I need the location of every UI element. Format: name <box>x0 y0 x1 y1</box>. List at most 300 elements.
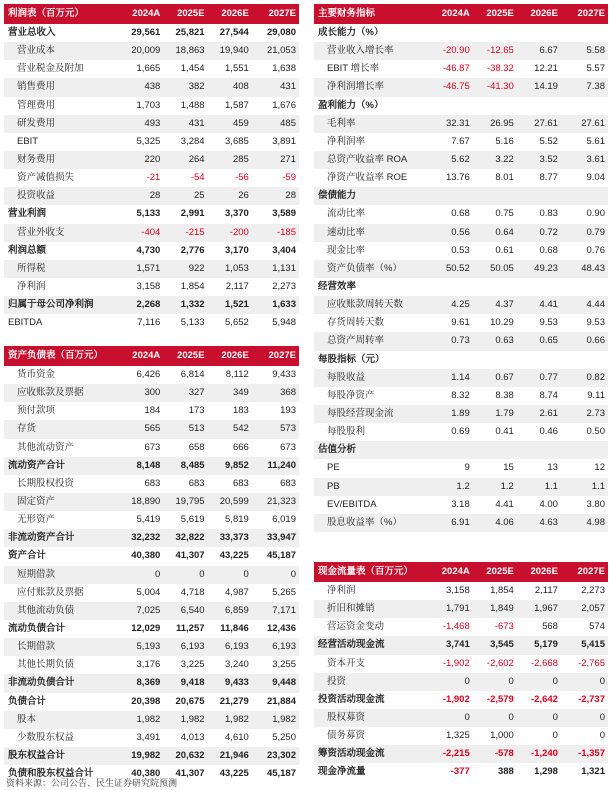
cell-value: 0.72 <box>517 224 561 242</box>
table-row <box>314 151 608 169</box>
row-label: 非流动负债合计 <box>4 674 119 692</box>
row-label: 总资产收益率 ROA <box>314 151 429 169</box>
table-row <box>314 655 608 673</box>
table-row <box>314 709 608 727</box>
row-label: 少数股东权益 <box>17 731 75 743</box>
year-header: 2026E <box>208 346 252 366</box>
cell-value: 41,307 <box>175 768 205 780</box>
cell-value: 3.80 <box>586 498 605 510</box>
cell-value: 408 <box>208 78 252 96</box>
cell-value: 3,741 <box>429 636 473 654</box>
income-statement-table <box>4 4 299 332</box>
cell-value: 26 <box>208 187 252 205</box>
cell-value: 0 <box>252 566 299 584</box>
row-label: 经营效率 <box>318 281 357 293</box>
table-row <box>314 691 608 709</box>
cell-value: 368 <box>252 384 299 402</box>
cell-value <box>473 24 517 42</box>
cell-value: 3,158 <box>445 585 470 597</box>
cell-value: 3,370 <box>225 208 249 220</box>
cell-value: 9.53 <box>586 317 605 329</box>
table-row <box>314 496 608 514</box>
row-label: 成长能力（%） <box>318 27 384 39</box>
cell-value: 15 <box>503 462 514 474</box>
cell-value: -41.30 <box>473 78 517 96</box>
row-label: 管理费用 <box>17 99 56 111</box>
cell-value: 27.61 <box>517 115 561 133</box>
cell-value: 3.22 <box>473 151 517 169</box>
table-row <box>314 727 608 745</box>
cell-value: 1,854 <box>180 281 205 293</box>
year-header: 2026E <box>517 4 561 24</box>
year-header: 2024A <box>429 562 473 582</box>
table-row <box>4 674 299 692</box>
cell-value: 48.43 <box>561 260 608 278</box>
table-row <box>4 747 299 765</box>
cell-value: 1,633 <box>252 296 299 314</box>
year-header: 2024A <box>429 4 473 24</box>
year-header: 2027E <box>561 562 608 582</box>
cell-value: 5,619 <box>180 514 205 526</box>
cell-value: 0.79 <box>561 224 608 242</box>
cell-value: 3,170 <box>225 244 249 256</box>
cell-value: -1,902 <box>442 693 470 705</box>
cell-value: 1.2 <box>429 478 473 496</box>
table-row <box>314 423 608 441</box>
cell-value: 0.46 <box>539 426 558 438</box>
row-label: 资本开支 <box>327 657 366 669</box>
cell-value: 20,599 <box>208 493 252 511</box>
cell-value: 3.52 <box>517 151 561 169</box>
cell-value: 1.1 <box>517 478 561 496</box>
cell-value: 0 <box>517 673 561 691</box>
cell-value: 3,891 <box>272 135 296 147</box>
cell-value: 3,589 <box>272 208 296 220</box>
cell-value: 2.61 <box>517 405 561 423</box>
cell-value: 6,814 <box>180 369 205 381</box>
row-label: 归属于母公司净利润 <box>4 296 119 314</box>
cell-value: 1,551 <box>225 63 249 75</box>
row-label: 净利润 <box>17 281 46 293</box>
table-row <box>314 42 608 60</box>
cell-value: 32,232 <box>119 529 163 547</box>
cell-value: -200 <box>208 224 252 242</box>
cell-value: 2.73 <box>561 405 608 423</box>
cell-value: 574 <box>589 621 605 633</box>
cell-value: 1,571 <box>119 260 163 278</box>
row-label: 股权募资 <box>314 709 429 727</box>
cell-value: 4.41 <box>517 296 561 314</box>
cell-value: 20,009 <box>119 42 163 60</box>
cell-value <box>517 351 561 369</box>
year-header: 2024A <box>119 346 163 366</box>
row-label: 每股净资产 <box>327 389 375 401</box>
cell-value: 4,013 <box>180 731 205 743</box>
cell-value: 19,795 <box>163 493 207 511</box>
cell-value: 1,849 <box>473 600 517 618</box>
cell-value: 6,540 <box>163 602 207 620</box>
row-label: PB <box>314 478 429 496</box>
table-row <box>4 314 299 332</box>
cell-value <box>517 187 561 205</box>
table-row <box>4 584 299 602</box>
table-row <box>4 260 299 278</box>
table-row <box>314 60 608 78</box>
cell-value: 0.41 <box>495 426 514 438</box>
cell-value: -578 <box>473 745 517 763</box>
cell-value: 658 <box>188 441 205 453</box>
cell-value <box>429 24 473 42</box>
cell-value: 8,369 <box>119 674 163 692</box>
cell-value: 568 <box>542 621 558 633</box>
cell-value: 0.56 <box>429 224 473 242</box>
cell-value: -2,737 <box>578 693 605 705</box>
table-row <box>314 296 608 314</box>
table-row <box>314 351 608 369</box>
cell-value: 12 <box>594 462 605 474</box>
cell-value: 5,419 <box>136 514 161 526</box>
cell-value: 1,967 <box>517 600 561 618</box>
cell-value: 5.62 <box>429 151 473 169</box>
row-label: 应收账款及票据 <box>4 384 119 402</box>
cell-value: 1,638 <box>272 63 296 75</box>
row-label: 投资收益 <box>4 187 119 205</box>
cell-value: 4.25 <box>429 296 473 314</box>
cell-value: -2,215 <box>429 745 473 763</box>
row-label: 净利润增长率 <box>314 78 429 96</box>
table-row <box>4 115 299 133</box>
table-row <box>314 636 608 654</box>
cell-value: 922 <box>163 260 207 278</box>
row-label: 每股收益 <box>314 369 429 387</box>
row-label: 存货周转天数 <box>327 317 385 329</box>
cell-value: 1,982 <box>252 711 299 729</box>
table-row <box>314 187 608 205</box>
cell-value: 0 <box>208 566 252 584</box>
row-label: 流动资产合计 <box>4 457 119 475</box>
cell-value <box>517 278 561 296</box>
cell-value: 4.98 <box>561 514 608 532</box>
row-label: 毛利率 <box>314 115 429 133</box>
cell-value: 0.50 <box>586 426 605 438</box>
table-row <box>314 405 608 423</box>
cell-value: 285 <box>208 151 252 169</box>
cell-value: 13 <box>547 462 558 474</box>
cell-value: 573 <box>252 420 299 438</box>
table-row <box>314 369 608 387</box>
cell-value <box>561 351 608 369</box>
cell-value: 20,675 <box>175 695 205 707</box>
table-row <box>4 97 299 115</box>
cell-value: 1,676 <box>272 99 296 111</box>
table-row <box>314 224 608 242</box>
table-row <box>4 296 299 314</box>
cell-value: 8.77 <box>539 172 558 184</box>
cell-value: 3,158 <box>136 281 161 293</box>
cell-value: -2,668 <box>531 657 558 669</box>
cell-value: 271 <box>252 151 299 169</box>
cell-value: 7.38 <box>561 78 608 96</box>
cell-value: 183 <box>232 405 249 417</box>
year-header: 2027E <box>252 346 299 366</box>
cell-value: 2,273 <box>581 585 605 597</box>
row-label: 股东权益合计 <box>4 747 119 765</box>
cell-value <box>473 441 517 459</box>
row-label: 净利润率 <box>327 135 366 147</box>
cell-value: 0 <box>473 673 517 691</box>
cell-value: 438 <box>119 78 163 96</box>
row-label: 资产合计 <box>8 550 47 562</box>
table-row <box>4 402 299 420</box>
cell-value: 32,822 <box>163 529 207 547</box>
row-label: 营业利润 <box>8 208 47 220</box>
cell-value: 0 <box>119 566 163 584</box>
table-row <box>4 711 299 729</box>
row-label: 短期借款 <box>4 566 119 584</box>
cell-value: 382 <box>163 78 207 96</box>
cell-value: 26.95 <box>473 115 517 133</box>
cell-value: 2,991 <box>180 208 205 220</box>
row-label: 研发费用 <box>4 115 119 133</box>
row-label: 货币资金 <box>17 369 56 381</box>
cell-value: 0 <box>561 673 608 691</box>
cell-value: 27.61 <box>561 115 608 133</box>
table-row <box>4 242 299 260</box>
cell-value <box>429 187 473 205</box>
cell-value: -56 <box>235 172 249 184</box>
cell-value: 45,187 <box>266 768 296 780</box>
table-row <box>314 205 608 223</box>
row-label: 净资产收益率 ROE <box>327 172 408 184</box>
row-label: 折旧和摊销 <box>314 600 429 618</box>
cell-value <box>429 278 473 296</box>
table-row <box>4 566 299 584</box>
table-row <box>314 618 608 636</box>
table-row <box>4 529 299 547</box>
cell-value: -185 <box>252 224 299 242</box>
cell-value: 29,080 <box>266 27 296 39</box>
table-row <box>4 151 299 169</box>
table-row <box>4 457 299 475</box>
cell-value: -2,642 <box>531 693 558 705</box>
table-row <box>314 314 608 332</box>
cell-value: 0.73 <box>429 332 473 350</box>
cell-value: 50.05 <box>473 260 517 278</box>
table-header-row <box>314 562 608 582</box>
cell-value: 5.52 <box>539 135 558 147</box>
cell-value: 43,225 <box>219 768 249 780</box>
cell-value: 1,131 <box>252 260 299 278</box>
cell-value: 327 <box>163 384 207 402</box>
cell-value: 3,685 <box>225 135 249 147</box>
table-row <box>4 511 299 529</box>
cell-value: 3,491 <box>136 731 161 743</box>
cell-value: 431 <box>163 115 207 133</box>
cell-value: 5.57 <box>586 63 605 75</box>
cell-value: 21,946 <box>208 747 252 765</box>
row-label: 债务募资 <box>327 730 366 742</box>
cell-value: -59 <box>282 172 296 184</box>
cell-value: 4.37 <box>473 296 517 314</box>
cell-value: 2,057 <box>561 600 608 618</box>
cell-value: 0.66 <box>561 332 608 350</box>
cell-value: 264 <box>163 151 207 169</box>
cell-value: 1,454 <box>180 63 205 75</box>
cell-value: -1,468 <box>442 621 470 633</box>
cell-value: 11,257 <box>176 623 205 635</box>
cell-value: 28 <box>119 187 163 205</box>
cell-value: 0 <box>517 709 561 727</box>
cell-value: 1,321 <box>581 766 605 778</box>
table-row <box>314 673 608 691</box>
cell-value: 3,255 <box>272 659 296 671</box>
row-label: 偿债能力 <box>314 187 429 205</box>
cell-value: 3,240 <box>225 659 249 671</box>
row-label: 现金比率 <box>327 244 366 256</box>
cell-value: 1,665 <box>136 63 161 75</box>
cell-value: 28 <box>252 187 299 205</box>
cell-value <box>561 187 608 205</box>
cell-value: 1.89 <box>429 405 473 423</box>
cell-value: 4,610 <box>225 731 249 743</box>
table-row <box>314 24 608 42</box>
row-label: 其他流动资产 <box>17 441 75 453</box>
row-label: 所得税 <box>4 260 119 278</box>
cell-value: 1,325 <box>445 730 470 742</box>
cell-value: 666 <box>232 441 249 453</box>
cell-value: 1,587 <box>225 99 249 111</box>
row-label: 财务费用 <box>4 151 119 169</box>
cell-value: 8.74 <box>539 389 558 401</box>
row-label: 经营活动现金流 <box>314 636 429 654</box>
cell-value: 1,854 <box>490 585 514 597</box>
cell-value: 4.00 <box>539 498 558 510</box>
year-header: 2026E <box>517 562 561 582</box>
cell-value: 1,298 <box>534 766 558 778</box>
table-row <box>314 387 608 405</box>
cell-value: 5,415 <box>561 636 608 654</box>
cell-value <box>473 351 517 369</box>
cell-value: 1,703 <box>136 99 161 111</box>
cell-value: 43,225 <box>219 550 249 562</box>
cell-value: 8.01 <box>495 172 514 184</box>
row-label: 总资产周转率 <box>314 332 429 350</box>
cell-value: -54 <box>190 172 205 184</box>
cell-value: 1,982 <box>119 711 163 729</box>
cell-value: 3,225 <box>180 659 205 671</box>
cell-value: 5.61 <box>586 135 605 147</box>
table-title: 现金流量表（百万元） <box>314 562 429 582</box>
table-title: 利润表（百万元） <box>4 4 119 24</box>
table-row <box>4 493 299 511</box>
year-header: 2025E <box>473 4 517 24</box>
cell-value: 5,193 <box>119 638 163 656</box>
table-row <box>314 97 608 115</box>
cell-value: 1,791 <box>429 600 473 618</box>
cell-value: 6,193 <box>252 638 299 656</box>
cell-value: -21 <box>146 172 161 184</box>
cell-value: 6,859 <box>208 602 252 620</box>
cell-value: -1,240 <box>517 745 561 763</box>
table-row <box>4 187 299 205</box>
row-label: 非流动资产合计 <box>4 529 119 547</box>
cell-value: 5,325 <box>136 135 161 147</box>
cell-value: 9,852 <box>208 457 252 475</box>
table-row <box>314 441 608 459</box>
cell-value: 0.61 <box>495 244 514 256</box>
cell-value: 3.61 <box>561 151 608 169</box>
row-label: 长期股权投资 <box>17 477 75 489</box>
cell-value <box>561 24 608 42</box>
cell-value: 9.53 <box>539 317 558 329</box>
cell-value: 673 <box>144 441 161 453</box>
row-label: 投资活动现金流 <box>318 693 385 705</box>
cell-value: 25,821 <box>175 27 205 39</box>
row-label: 投资 <box>314 673 429 691</box>
cell-value: 8,112 <box>225 369 249 381</box>
cell-value: 0.82 <box>561 369 608 387</box>
table-row <box>314 115 608 133</box>
cell-value: 21,884 <box>266 695 296 707</box>
cell-value: 0 <box>552 730 558 742</box>
cell-value: 220 <box>119 151 163 169</box>
cell-value: 11,846 <box>220 623 249 635</box>
cell-value: 25 <box>163 187 207 205</box>
cell-value <box>429 441 473 459</box>
cell-value: -404 <box>119 224 163 242</box>
cell-value: 33,947 <box>252 529 299 547</box>
table-row <box>314 478 608 496</box>
row-label: EBIT <box>17 135 39 147</box>
row-label: 负债合计 <box>8 695 47 707</box>
cell-value: 5,179 <box>517 636 561 654</box>
cash-flow-table <box>314 562 608 782</box>
table-row <box>314 332 608 350</box>
table-row <box>4 205 299 223</box>
cell-value: -46.87 <box>442 63 470 75</box>
cell-value: 3,545 <box>473 636 517 654</box>
row-label: 股息收益率（%） <box>314 514 429 532</box>
cell-value: 0.83 <box>539 208 558 220</box>
cell-value: 12,436 <box>266 623 296 635</box>
cell-value <box>561 441 608 459</box>
row-label: 无形资产 <box>17 514 56 526</box>
cell-value: 14.19 <box>517 78 561 96</box>
cell-value: 21,279 <box>219 695 249 707</box>
cell-value <box>517 24 561 42</box>
row-label: 股本 <box>4 711 119 729</box>
row-label: 资产负债率（%） <box>314 260 429 278</box>
row-label: 其他长期负债 <box>17 659 75 671</box>
cell-value: 21,323 <box>252 493 299 511</box>
key-ratios-table <box>314 4 608 532</box>
table-row <box>4 620 299 638</box>
cell-value: 6.91 <box>429 514 473 532</box>
cell-value: 173 <box>188 405 205 417</box>
cell-value: 5.58 <box>561 42 608 60</box>
cell-value: 1,521 <box>208 296 252 314</box>
row-label: 筹资活动现金流 <box>314 745 429 763</box>
cell-value <box>473 278 517 296</box>
cell-value: 459 <box>208 115 252 133</box>
year-header: 2025E <box>163 346 207 366</box>
table-row <box>4 60 299 78</box>
year-header: 2027E <box>561 4 608 24</box>
row-label: 负债和股东权益合计 <box>8 768 94 780</box>
row-label: 存货 <box>4 420 119 438</box>
table-row <box>314 459 608 477</box>
year-header: 2025E <box>473 562 517 582</box>
